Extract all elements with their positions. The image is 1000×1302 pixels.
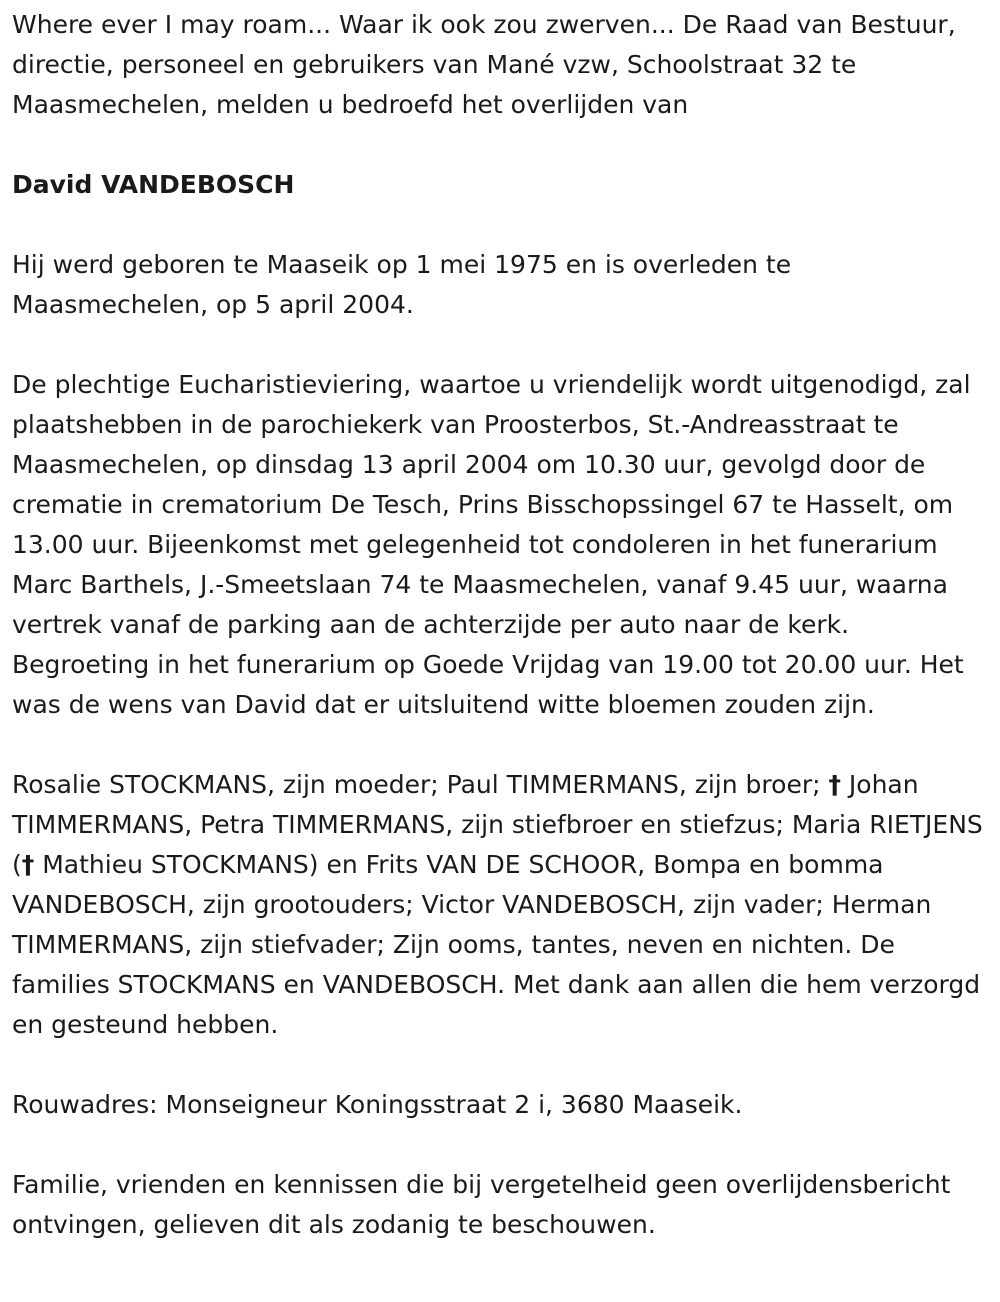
family-paragraph xyxy=(12,765,988,1045)
deceased-name: David VANDEBOSCH xyxy=(12,170,295,199)
family-text-1: Rosalie STOCKMANS, zijn moeder; Paul TIMMERMANS, zijn broer; xyxy=(12,770,829,799)
family-text-2: Johan TIMMERMANS, Petra TIMMERMANS, zijn stiefbroer en stiefzus; Maria RIETJENS ( xyxy=(12,770,983,879)
cross-icon: † xyxy=(21,850,35,879)
closing-paragraph: Familie, vrienden en kennissen die bij vergetelheid geen overlijdensbericht ontvingen, gelieven dit als zodanig te beschouwen. xyxy=(12,1170,951,1239)
cross-icon: † xyxy=(828,770,841,799)
intro-paragraph: Where ever I may roam... Waar ik ook zou zwerven... De Raad van Bestuur, directie, personeel en gebruikers van Mané vzw, Schoolstraat 32 te Maasmechelen, melden u bedroefd het overlijden van xyxy=(12,10,956,119)
birth-death-paragraph: Hij werd geboren te Maaseik op 1 mei 1975 en is overleden te Maasmechelen, op 5 april 2004. xyxy=(12,250,792,319)
address-paragraph: Rouwadres: Monseigneur Koningsstraat 2 i, 3680 Maaseik. xyxy=(12,1090,743,1119)
family-text-3: Mathieu STOCKMANS) en Frits VAN DE SCHOOR, Bompa en bomma VANDEBOSCH, zijn grootouders; Victor VANDEBOSCH, zijn vader; Herman TIMMERMANS, zijn stiefvader; Zijn ooms, tantes, neven en nichten. De families STOCKMANS en VANDEBOSCH. Met dank aan allen die hem verzorgd en gesteund hebben. xyxy=(12,850,981,1039)
ceremony-paragraph: De plechtige Eucharistieviering, waartoe u vriendelijk wordt uitgenodigd, zal plaatshebben in de parochiekerk van Proosterbos, St.-Andreasstraat te Maasmechelen, op dinsdag 13 april 2004 om 10.30 uur, gevolgd door de crematie in crematorium De Tesch, Prins Bisschopssingel 67 te Hasselt, om 13.00 uur. Bijeenkomst met gelegenheid tot condoleren in het funerarium Marc Barthels, J.-Smeetslaan 74 te Maasmechelen, vanaf 9.45 uur, waarna vertrek vanaf de parking aan de achterzijde per auto naar de kerk. Begroeting in het funerarium op Goede Vrijdag van 19.00 tot 20.00 uur. Het was de wens van David dat er uitsluitend witte bloemen zouden zijn. xyxy=(12,370,971,719)
